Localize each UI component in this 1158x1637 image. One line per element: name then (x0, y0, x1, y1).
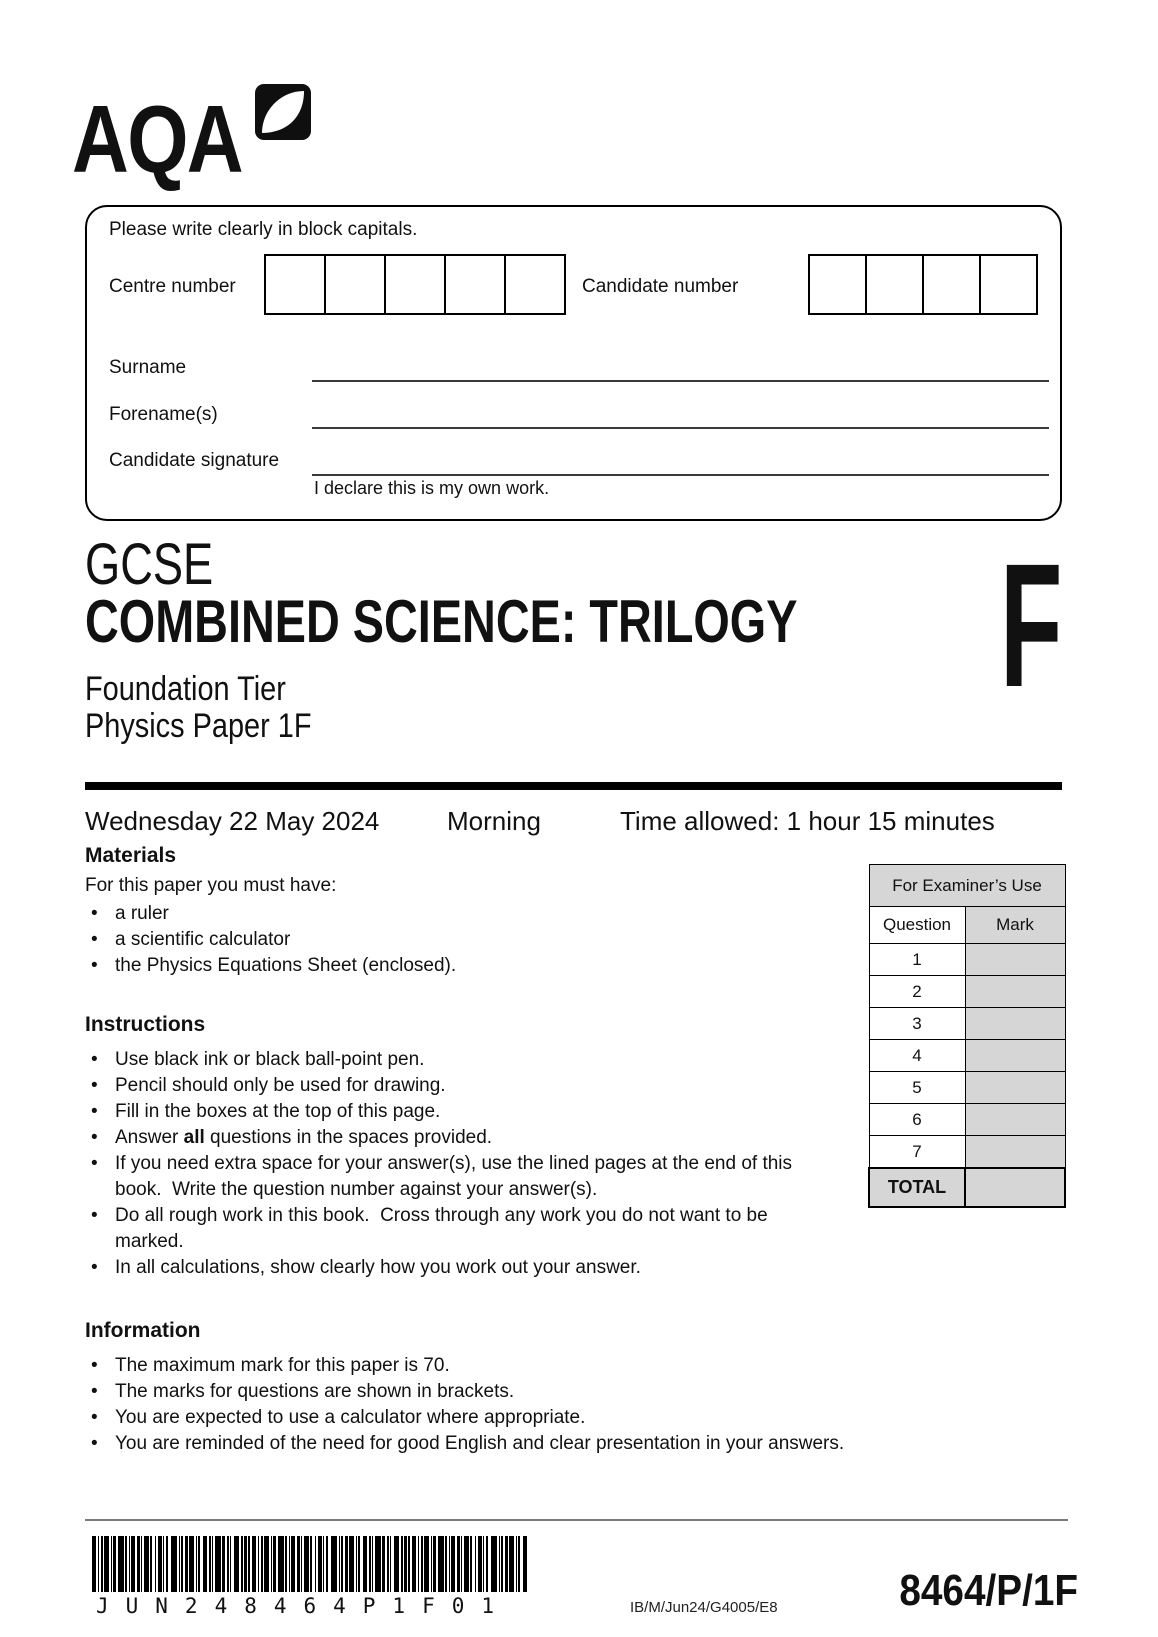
candidate-number-cell (979, 254, 1038, 315)
instruction-item: Pencil should only be used for drawing. (115, 1075, 446, 1096)
footer-rule (85, 1519, 1068, 1521)
bullet-marker: • (91, 1407, 98, 1428)
aqa-leaf-icon (255, 84, 311, 140)
information-item: You are expected to use a calculator where appropriate. (115, 1407, 586, 1428)
bullet-marker: • (91, 1049, 98, 1070)
question-number-cell: 4 (869, 1040, 965, 1072)
instruction-item: Do all rough work in this book. Cross through any work you do not want to be marked. (115, 1205, 773, 1252)
mark-cell (965, 1040, 1065, 1072)
information-heading: Information (85, 1319, 201, 1342)
bullet-marker: • (91, 929, 98, 950)
total-label: TOTAL (869, 1168, 965, 1207)
instruction-item-part: Answer (115, 1127, 184, 1148)
centre-number-cell (324, 254, 386, 315)
question-number-cell: 3 (869, 1008, 965, 1040)
barcode (92, 1536, 527, 1592)
total-mark-cell (965, 1168, 1065, 1207)
reference-code: IB/M/Jun24/G4005/E8 (630, 1599, 778, 1616)
materials-intro: For this paper you must have: (85, 875, 337, 896)
materials-heading: Materials (85, 844, 177, 867)
information-item: The maximum mark for this paper is 70. (115, 1355, 450, 1376)
instruction-item: Use black ink or black ball-point pen. (115, 1049, 425, 1070)
bullet-marker: • (91, 1153, 98, 1174)
signature-line (312, 412, 1049, 476)
mark-cell (965, 1136, 1065, 1169)
instruction-item-bold: all (183, 1127, 205, 1148)
bullet-marker: • (91, 1127, 98, 1148)
paper-title: Physics Paper 1F (85, 707, 312, 745)
centre-number-boxes (264, 254, 566, 315)
title-rule (85, 782, 1062, 790)
mark-cell (965, 1008, 1065, 1040)
mark-cell (965, 1104, 1065, 1136)
information-item: You are reminded of the need for good English and clear presentation in your answers. (115, 1433, 845, 1454)
forename-label: Forename(s) (109, 404, 218, 425)
candidate-number-label: Candidate number (582, 276, 739, 297)
tier-title: Foundation Tier (85, 670, 286, 708)
centre-number-cell (504, 254, 566, 315)
aqa-logo: AQA (72, 86, 243, 193)
question-number-cell: 5 (869, 1072, 965, 1104)
bullet-marker: • (91, 955, 98, 976)
block-capitals-note: Please write clearly in block capitals. (109, 219, 418, 240)
instructions-heading: Instructions (85, 1013, 206, 1036)
candidate-number-cell (865, 254, 924, 315)
question-number-cell: 2 (869, 976, 965, 1008)
paper-code: 8464/P/1F (899, 1566, 1078, 1615)
subject-title: COMBINED SCIENCE: TRILOGY (85, 588, 798, 655)
declaration-text: I declare this is my own work. (314, 478, 550, 498)
centre-number-cell (264, 254, 326, 315)
time-allowed: Time allowed: 1 hour 15 minutes (620, 806, 995, 836)
bullet-marker: • (91, 1355, 98, 1376)
instruction-item (115, 1125, 492, 1151)
materials-section (85, 843, 825, 979)
materials-item: a scientific calculator (115, 929, 291, 950)
bullet-marker: • (91, 1075, 98, 1096)
exam-session: Morning (447, 806, 541, 836)
exam-date: Wednesday 22 May 2024 (85, 806, 380, 836)
materials-item: the Physics Equations Sheet (enclosed). (115, 955, 457, 976)
question-number-cell: 6 (869, 1104, 965, 1136)
bullet-marker: • (91, 1205, 98, 1226)
bullet-marker: • (91, 1257, 98, 1278)
mark-cell (965, 1072, 1065, 1104)
instruction-item-part: questions in the spaces provided. (204, 1127, 493, 1148)
qualification-title: GCSE (85, 532, 214, 597)
mark-cell (965, 976, 1065, 1008)
question-number-cell: 1 (869, 944, 965, 976)
barcode-text: JUN248464P1F01 (96, 1594, 512, 1618)
surname-label: Surname (109, 357, 187, 378)
candidate-number-cell (808, 254, 867, 315)
candidate-number-boxes (808, 254, 1038, 315)
examiner-table-caption: For Examiner’s Use (869, 865, 1065, 907)
centre-number-cell (444, 254, 506, 315)
centre-number-cell (384, 254, 446, 315)
examiner-use-table (868, 864, 1066, 1208)
bullet-marker: • (91, 903, 98, 924)
question-number-cell: 7 (869, 1136, 965, 1169)
signature-label: Candidate signature (109, 450, 280, 471)
instruction-item: In all calculations, show clearly how you work out your answer. (115, 1257, 641, 1278)
centre-number-label: Centre number (109, 276, 236, 297)
instructions-section (85, 1012, 841, 1281)
information-item: The marks for questions are shown in brackets. (115, 1381, 515, 1402)
bullet-marker: • (91, 1433, 98, 1454)
information-section (85, 1318, 1005, 1457)
question-column-header: Question (869, 907, 965, 944)
candidate-number-cell (922, 254, 981, 315)
materials-item: a ruler (115, 903, 169, 924)
bullet-marker: • (91, 1381, 98, 1402)
candidate-details-box (85, 205, 1062, 521)
mark-column-header: Mark (965, 907, 1065, 944)
bullet-marker: • (91, 1101, 98, 1122)
mark-cell (965, 944, 1065, 976)
instruction-item: Fill in the boxes at the top of this page. (115, 1101, 441, 1122)
instruction-item: If you need extra space for your answer(s), use the lined pages at the end of this book. Write the question number against your answer(s). (115, 1153, 798, 1200)
tier-letter: F (1000, 528, 1063, 724)
